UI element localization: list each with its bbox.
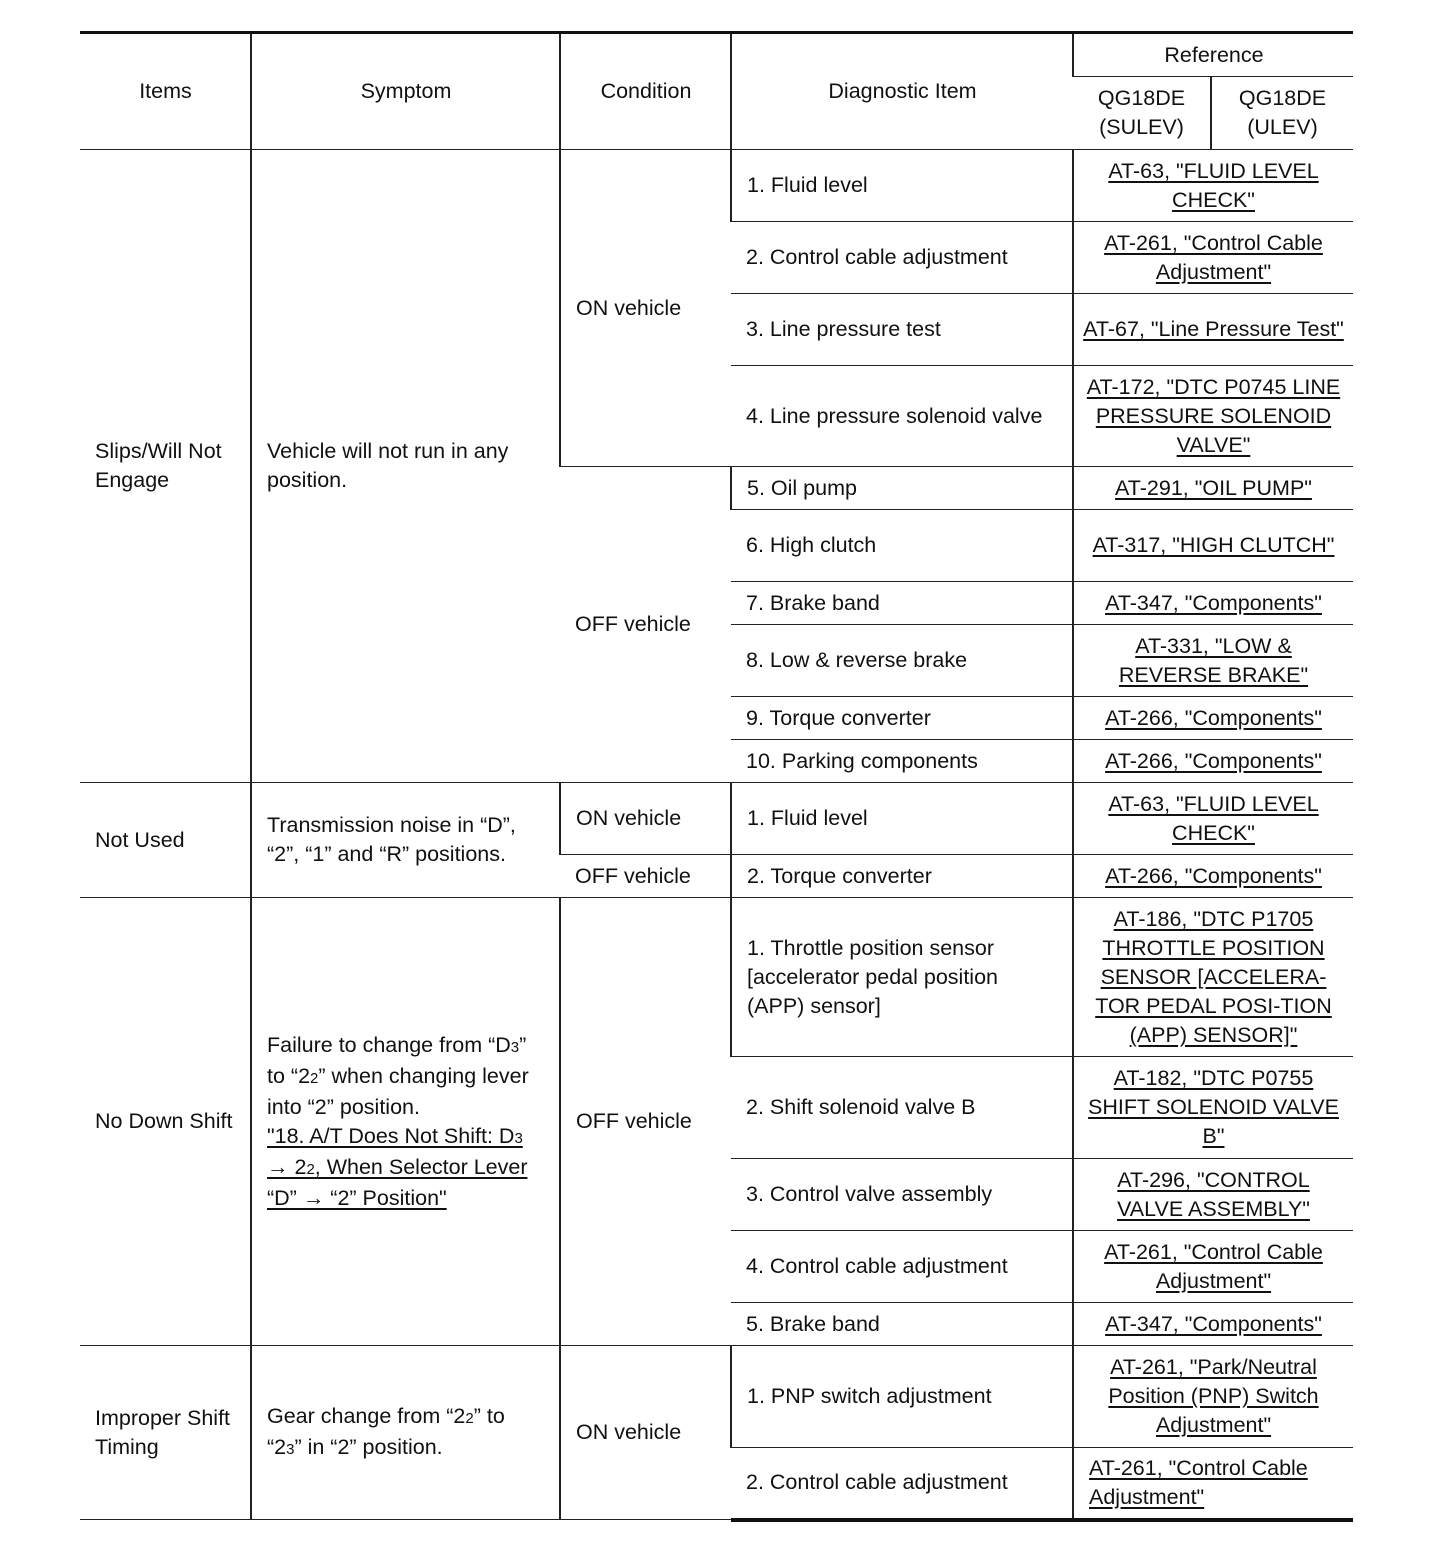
header-condition: Condition <box>560 33 731 150</box>
reference-link[interactable]: AT-266, "Components" <box>1105 705 1322 730</box>
diagnostic-item-cell: 5. Brake band <box>731 1303 1073 1346</box>
diagnostic-item-cell: 2. Control cable adjustment <box>731 1448 1073 1520</box>
item-cell: Improper Shift Timing <box>80 1346 251 1520</box>
reference-cell <box>1073 366 1353 467</box>
reference-cell <box>1073 1303 1353 1346</box>
diagnostic-item-cell: 2. Control cable adjustment <box>731 222 1073 294</box>
reference-link[interactable]: AT-296, "CONTROL VALVE ASSEMBLY" <box>1117 1167 1310 1221</box>
condition-cell: ON vehicle <box>560 150 731 467</box>
diagnostic-item-cell: 4. Control cable adjustment <box>731 1231 1073 1303</box>
reference-cell <box>1073 1159 1353 1231</box>
condition-cell: OFF vehicle <box>560 898 731 1346</box>
item-cell: No Down Shift <box>80 898 251 1346</box>
diagnostic-item-cell: 1. Fluid level <box>731 150 1073 222</box>
diagnostic-table-container <box>80 31 1353 1522</box>
diagnostic-item-cell: 7. Brake band <box>731 582 1073 625</box>
reference-link[interactable]: AT-261, "Park/Neutral Position (PNP) Switch Adjustment" <box>1108 1355 1319 1437</box>
reference-cell <box>1073 1231 1353 1303</box>
table-row <box>80 898 1353 1057</box>
reference-link[interactable]: AT-261, "Control Cable Adjustment" <box>1104 1239 1323 1293</box>
reference-cell <box>1073 783 1353 855</box>
diagnostic-item-cell: 1. Throttle position sensor [accelerator pedal position (APP) sensor] <box>731 898 1073 1057</box>
diagnostic-item-cell: 5. Oil pump <box>731 467 1073 510</box>
condition-cell: ON vehicle <box>560 783 731 855</box>
header-reference: Reference <box>1073 33 1353 77</box>
diagnostic-item-cell: 6. High clutch <box>731 510 1073 582</box>
diagnostic-table <box>80 31 1353 1522</box>
symptom-cell <box>251 1346 560 1520</box>
symptom-cell: Transmission noise in “D”, “2”, “1” and “R” positions. <box>251 783 560 898</box>
reference-link[interactable]: AT-182, "DTC P0755 SHIFT SOLENOID VALVE B" <box>1088 1066 1339 1148</box>
reference-cell <box>1073 1448 1353 1520</box>
reference-link[interactable]: AT-261, "Control Cable Adjustment" <box>1104 230 1323 284</box>
diagnostic-item-cell: 4. Line pressure solenoid valve <box>731 366 1073 467</box>
condition-cell: OFF vehicle <box>560 855 731 898</box>
reference-cell <box>1073 510 1353 582</box>
diagnostic-item-cell: 8. Low & reverse brake <box>731 625 1073 697</box>
diagnostic-item-cell: 2. Shift solenoid valve B <box>731 1057 1073 1159</box>
symptom-cell <box>251 898 560 1346</box>
reference-cell <box>1073 1346 1353 1448</box>
reference-cell <box>1073 1057 1353 1159</box>
reference-cell <box>1073 222 1353 294</box>
condition-cell: OFF vehicle <box>560 467 731 783</box>
reference-cell <box>1073 898 1353 1057</box>
reference-link[interactable]: AT-172, "DTC P0745 LINE PRESSURE SOLENOID VALVE" <box>1086 374 1341 457</box>
diagnostic-item-cell: 3. Control valve assembly <box>731 1159 1073 1231</box>
header-symptom: Symptom <box>251 33 560 150</box>
item-cell: Not Used <box>80 783 251 898</box>
reference-link[interactable]: AT-317, "HIGH CLUTCH" <box>1092 533 1335 557</box>
header-ref-ulev: QG18DE (ULEV) <box>1210 77 1353 149</box>
reference-cell <box>1073 625 1353 697</box>
reference-link[interactable]: AT-261, "Control Cable Adjustment" <box>1089 1455 1308 1509</box>
reference-link[interactable]: AT-347, "Components" <box>1105 590 1322 615</box>
table-row <box>80 783 1353 855</box>
table-row <box>80 150 1353 222</box>
reference-cell <box>1073 150 1353 222</box>
header-diagnostic-item: Diagnostic Item <box>731 33 1073 150</box>
reference-cell <box>1073 467 1353 510</box>
reference-link[interactable]: AT-186, "DTC P1705 THROTTLE POSITION SENSOR [ACCELERA-TOR PEDAL POSI-TION (APP) SENSOR]" <box>1095 906 1332 1047</box>
reference-cell <box>1073 294 1353 366</box>
header-items: Items <box>80 33 251 150</box>
diagnostic-item-cell: 10. Parking components <box>731 740 1073 783</box>
diagnostic-item-cell: 3. Line pressure test <box>731 294 1073 366</box>
diagnostic-item-cell: 2. Torque converter <box>731 855 1073 898</box>
reference-link[interactable]: AT-63, "FLUID LEVEL CHECK" <box>1108 791 1319 845</box>
diagnostic-item-cell: 1. Fluid level <box>731 783 1073 855</box>
reference-link[interactable]: AT-331, "LOW & REVERSE BRAKE" <box>1118 633 1309 687</box>
diagnostic-item-cell: 9. Torque converter <box>731 697 1073 740</box>
reference-link[interactable]: AT-63, "FLUID LEVEL CHECK" <box>1108 158 1319 212</box>
table-row <box>80 1346 1353 1448</box>
reference-link[interactable]: AT-266, "Components" <box>1105 748 1322 773</box>
reference-link[interactable]: AT-266, "Components" <box>1105 863 1322 888</box>
reference-link[interactable]: AT-347, "Components" <box>1105 1311 1322 1336</box>
reference-cell <box>1073 697 1353 740</box>
symptom-text: Failure to change from “D3” to “22” when changing lever into “2” position. <box>267 1032 529 1119</box>
item-cell: Slips/Will Not Engage <box>80 150 251 783</box>
reference-link[interactable]: AT-67, "Line Pressure Test" <box>1083 317 1344 341</box>
reference-cell <box>1073 582 1353 625</box>
diagnostic-item-cell: 1. PNP switch adjustment <box>731 1346 1073 1448</box>
header-ref-sulev: QG18DE (SULEV) <box>1097 86 1186 139</box>
header-reference-subcols <box>1073 77 1353 150</box>
reference-cell <box>1073 855 1353 898</box>
reference-cell <box>1073 740 1353 783</box>
symptom-reference-link[interactable]: "18. A/T Does Not Shift: D3 → 22, When Selector Lever “D” → “2” Position" <box>267 1123 528 1210</box>
condition-cell: ON vehicle <box>560 1346 731 1520</box>
symptom-text: Gear change from “22” to “23” in “2” position. <box>267 1403 505 1459</box>
symptom-cell: Vehicle will not run in any position. <box>251 150 560 783</box>
reference-link[interactable]: AT-291, "OIL PUMP" <box>1115 475 1312 500</box>
